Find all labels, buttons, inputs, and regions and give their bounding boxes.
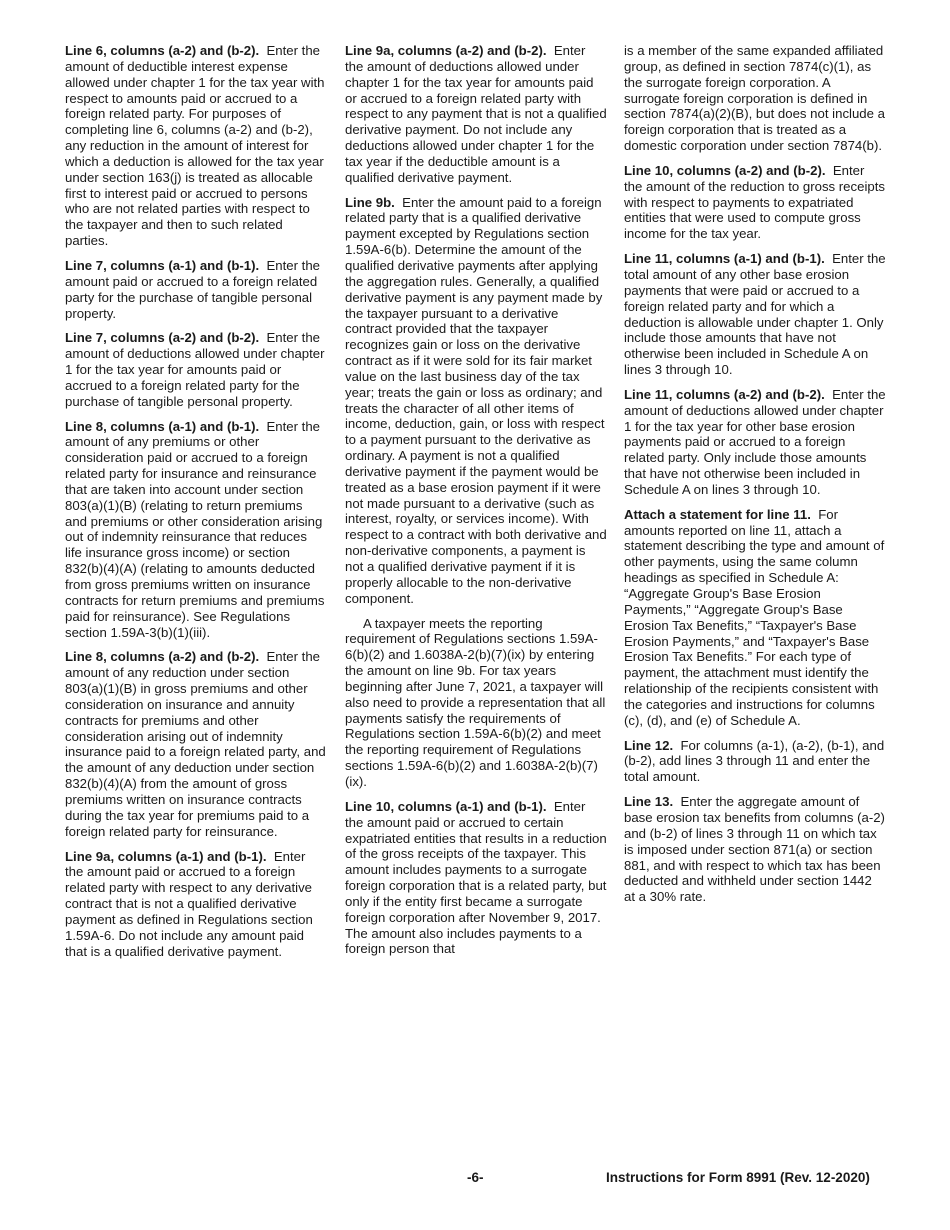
column-2: [345, 43, 607, 966]
paragraph: Line 6, columns (a-2) and (b-2). Enter the amount of deductible interest expense allowed under chapter 1 for the tax year with respect to amounts paid or accrued to a foreign related party. For purposes of completing line 6, columns (a-2) and (b-2), any reduction in the amount of interest for which a deduction is allowed for the tax year under section 163(j) is treated as allocable first to interest paid or accrued to persons who are not related parties with respect to the taxpayer and then to such related parties.: [65, 43, 325, 249]
column-1: [65, 43, 327, 968]
paragraph: Line 9b. Enter the amount paid to a foreign related party that is a qualified derivative payment excepted by Regulations section 1.59A-6(b). Determine the amount of the qualified derivative payments after applying the aggregation rules. Generally, a qualified derivative payment is any payment made by the taxpayer pursuant to a derivative contract provided that the taxpayer recognizes gain or loss on the derivative contract as if it were sold for its fair market value on the last business day of the tax year; treats the gain or loss as ordinary; and treats the character of all other items of income, deduction, gain, or loss with respect to a payment pursuant to the derivative as ordinary. A payment is not a qualified derivative payment if the payment would be treated as a base erosion payment if it were not made pursuant to a derivative (such as interest, royalty, or services income). With respect to a contract with both derivative and non-derivative components, a payment is not a qualified derivative payment if it is properly allocable to the non-derivative component.: [345, 194, 607, 606]
paragraph: Line 12. For columns (a-1), (a-2), (b-1), and (b-2), add lines 3 through 11 and enter the total amount.: [624, 737, 885, 785]
paragraph: Attach a statement for line 11. For amounts reported on line 11, attach a statement describing the type and amount of other payments, using the same column headings as specified in Schedule A: “Aggregate Group's Base Erosion Payments,” “Aggregate Group's Base Erosion Tax Benefits,” “Taxpayer's Base Erosion Payments,” and “Taxpayer's Base Erosion Tax Benefits.” For each type of payment, the attachment must identify the relationship of the recipients consistent with the categories and instructions for columns (c), (d), and (e) of Schedule A.: [624, 506, 885, 728]
paragraph: Line 7, columns (a-1) and (b-1). Enter the amount paid or accrued to a foreign related party for the purchase of tangible personal property.: [65, 257, 321, 321]
paragraph: Line 11, columns (a-1) and (b-1). Enter the total amount of any other base erosion payments that were paid or accrued to a foreign related party and for which a deduction is allowable under chapter 1. Only include those amounts that have not otherwise been included in Schedule A on lines 3 through 10.: [624, 251, 886, 378]
paragraph: Line 8, columns (a-2) and (b-2). Enter the amount of any reduction under section 803(a)(1)(B) in gross premiums and other consideration on insurance and annuity contracts for premiums and other consideration arising out of indemnity insurance paid to a foreign related party, and the amount of any deduction under section 832(b)(4)(A) from the amount of gross premiums written on insurance contracts during the tax year for premiums paid to a foreign related party for reinsurance.: [65, 649, 326, 839]
paragraph: is a member of the same expanded affiliated group, as defined in section 7874(c)(1), as the surrogate foreign corporation. A surrogate foreign corporation is defined in section 7874(a)(2)(B), but does not include a foreign corporation that is treated as a domestic corporation under section 7874(b).: [624, 43, 885, 154]
paragraph: Line 13. Enter the aggregate amount of base erosion tax benefits from columns (a-2) and (b-2) of lines 3 through 11 on which tax is imposed under section 871(a) or section 881, and with respect to which tax has been deducted and withheld under section 1442 at a 30% rate.: [624, 794, 885, 905]
page-number: -6-: [467, 1170, 484, 1185]
paragraph: Line 8, columns (a-1) and (b-1). Enter the amount of any premiums or other consideration paid or accrued to a foreign related party for insurance and reinsurance that are taken into account under section 803(a)(1)(B) (relating to return premiums and premiums or other consideration arising out of indemnity reinsurance that reduces life insurance gross income) or section 832(b)(4)(A) (relating to amounts deducted from gross premiums written on insurance contracts for return premiums and premiums paid for reinsurance). See Regulations section 1.59A-3(b)(1)(iii).: [65, 418, 325, 640]
paragraph: Line 10, columns (a-1) and (b-1). Enter the amount paid or accrued to certain expatriated entities that results in a reduction of the gross receipts of the taxpayer. This amount includes payments to a surrogate foreign corporation that is a related party, but only if the entity first became a surrogate foreign corporation after November 9, 2017. The amount also includes payments to a foreign person that: [345, 798, 607, 957]
paragraph: Line 7, columns (a-2) and (b-2). Enter the amount of deductions allowed under chapter 1 for the tax year for amounts paid or accrued to a foreign related party for the purchase of tangible personal property.: [65, 330, 325, 409]
paragraph: Line 10, columns (a-2) and (b-2). Enter the amount of the reduction to gross receipts with respect to payments to expatriated entities that were used to compute gross income for the tax year.: [624, 162, 885, 242]
paragraph: A taxpayer meets the reporting requirement of Regulations sections 1.59A-6(b)(2) and 1.6038A-2(b)(7)(ix) by entering the amount on line 9b. For tax years beginning after June 7, 2021, a taxpayer will also need to provide a representation that all payments satisfy the requirements of Regulations section 1.59A-6(b)(2) and meet the reporting requirement of Regulations sections 1.59A-6(b)(2) and 1.6038A-2(b)(7)(ix).: [345, 615, 606, 789]
paragraph: Line 9a, columns (a-1) and (b-1). Enter the amount paid or accrued to a foreign related party with respect to any derivative contract that is not a qualified derivative payment as defined in Regulations section 1.59A-6. Do not include any amount paid that is a qualified derivative payment.: [65, 848, 313, 959]
document-title: Instructions for Form 8991 (Rev. 12-2020): [606, 1170, 870, 1185]
column-3: [624, 43, 886, 914]
paragraph: Line 11, columns (a-2) and (b-2). Enter the amount of deductions allowed under chapter 1 for the tax year for other base erosion payments paid or accrued to a foreign related party. Only include those amounts that have not otherwise been included in Schedule A on lines 3 through 10.: [624, 386, 886, 497]
paragraph: Line 9a, columns (a-2) and (b-2). Enter the amount of deductions allowed under chapter 1 for the tax year for amounts paid or accrued to a foreign related party with respect to any payment that is not a qualified derivative payment. Do not include any deductions allowed under chapter 1 for the tax year if the deductible amount is a qualified derivative payment.: [345, 43, 607, 185]
